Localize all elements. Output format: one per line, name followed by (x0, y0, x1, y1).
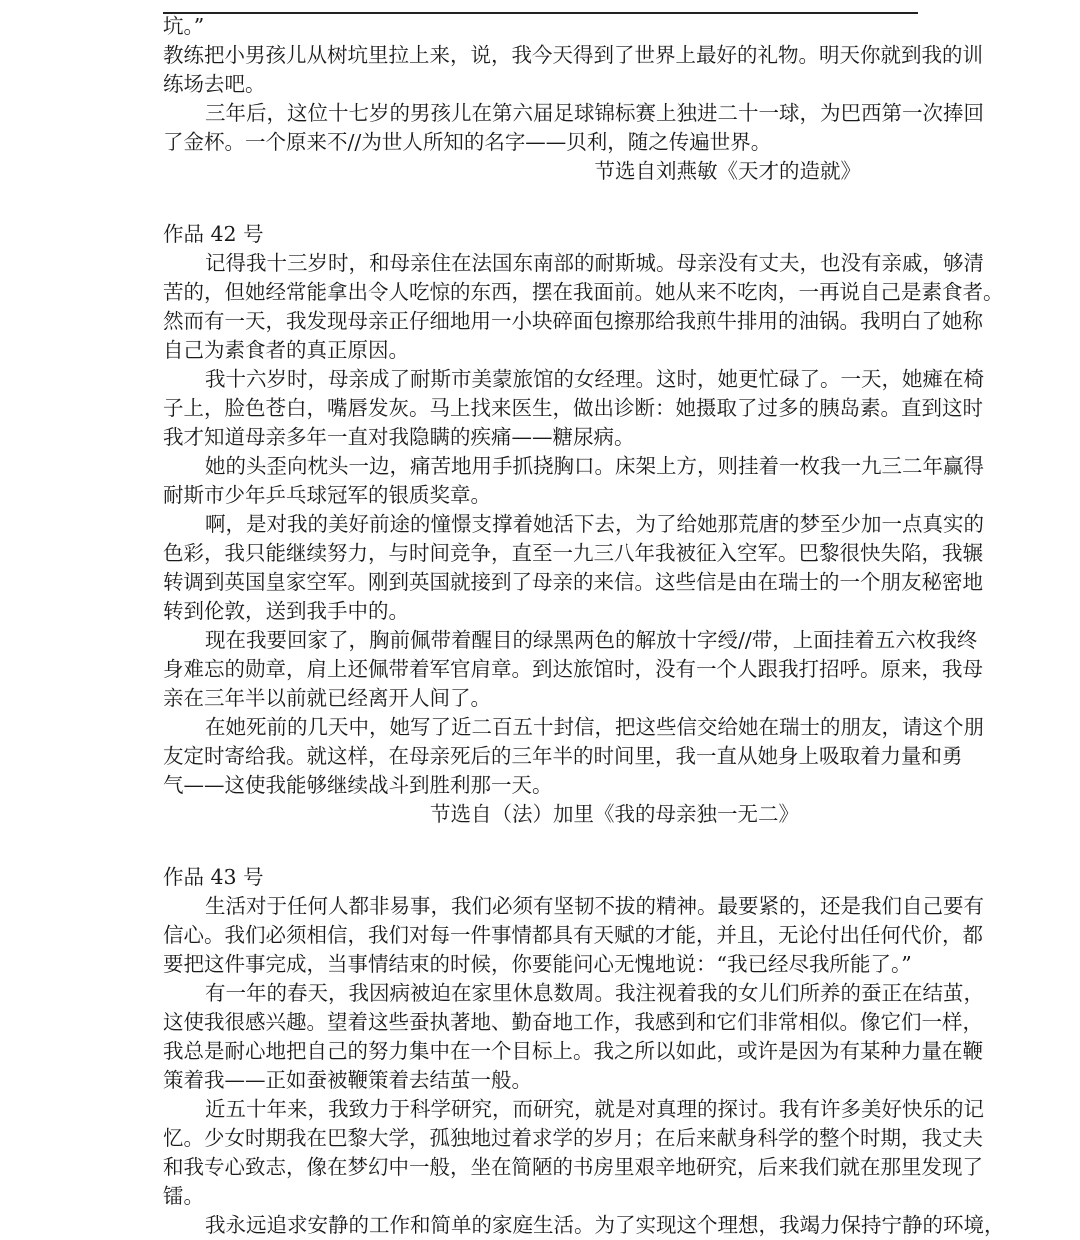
passage-42 (163, 220, 1004, 829)
paragraph-line: 亲在三年半以前就已经离开人间了。 (163, 686, 491, 710)
paragraph-line: 忆。少女时期我在巴黎大学，孤独地过着求学的岁月；在后来献身科学的整个时期，我丈夫 (163, 1126, 983, 1150)
paragraph-line: 了金杯。一个原来不//为世人所知的名字——贝利，随之传遍世界。 (163, 130, 772, 154)
paragraph-line: 自己为素食者的真正原因。 (163, 338, 409, 362)
paragraph-line: 坑。” (163, 14, 205, 38)
paragraph-line: 近五十年来，我致力于科学研究，而研究，就是对真理的探讨。我有许多美好快乐的记 (205, 1097, 984, 1121)
paragraph-line: 信心。我们必须相信，我们对每一件事情都具有天赋的才能，并且，无论付出任何代价，都 (163, 923, 983, 947)
paragraph-line: 耐斯市少年乒乓球冠军的银质奖章。 (163, 483, 491, 507)
paragraph-line: 和我专心致志，像在梦幻中一般，坐在简陋的书房里艰辛地研究，后来我们就在那里发现了 (163, 1155, 983, 1179)
paragraph-line: 镭。 (163, 1184, 204, 1208)
paragraph-line: 我才知道母亲多年一直对我隐瞒的疾痛——糖尿病。 (163, 425, 635, 449)
paragraph-line: 我总是耐心地把自己的努力集中在一个目标上。我之所以如此，或许是因为有某种力量在鞭 (163, 1039, 983, 1063)
paragraph-line: 练场去吧。 (163, 72, 266, 96)
paragraph-line: 气——这使我能够继续战斗到胜利那一天。 (163, 773, 553, 797)
passage-title: 作品 42 号 (163, 222, 264, 246)
paragraph-line: 她的头歪向枕头一边，痛苦地用手抓挠胸口。床架上方，则挂着一枚我一九三二年赢得 (205, 454, 984, 478)
paragraph-line: 策着我——正如蚕被鞭策着去结茧一般。 (163, 1068, 532, 1092)
paragraph-line: 友定时寄给我。就这样，在母亲死后的三年半的时间里，我一直从她身上吸取着力量和勇 (163, 744, 963, 768)
passage-41-ending (163, 12, 984, 186)
source-citation: 节选自（法）加里《我的母亲独一无二》 (430, 802, 799, 826)
passage-title: 作品 43 号 (163, 865, 264, 889)
paragraph-line: 这使我很感兴趣。望着这些蚕执著地、勤奋地工作，我感到和它们非常相似。像它们一样， (163, 1010, 983, 1034)
document-page (163, 12, 1005, 1240)
paragraph-line: 转调到英国皇家空军。刚到英国就接到了母亲的来信。这些信是由在瑞士的一个朋友秘密地 (163, 570, 983, 594)
paragraph-line: 色彩，我只能继续努力，与时间竞争，直至一九三八年我被征入空军。巴黎很快失陷，我辗 (163, 541, 983, 565)
paragraph-line: 现在我要回家了，胸前佩带着醒目的绿黑两色的解放十字绶//带，上面挂着五六枚我终 (205, 628, 978, 652)
paragraph-line: 有一年的春天，我因病被迫在家里休息数周。我注视着我的女儿们所养的蚕正在结茧， (205, 981, 984, 1005)
paragraph-line: 转到伦敦，送到我手中的。 (163, 599, 409, 623)
paragraph-line: 啊，是对我的美好前途的憧憬支撑着她活下去，为了给她那荒唐的梦至少加一点真实的 (205, 512, 984, 536)
paragraph-line: 苦的，但她经常能拿出令人吃惊的东西，摆在我面前。她从来不吃肉，一再说自己是素食者。 (163, 280, 1004, 304)
source-citation: 节选自刘燕敏《天才的造就》 (594, 159, 861, 183)
paragraph-line: 我十六岁时，母亲成了耐斯市美蒙旅馆的女经理。这时，她更忙碌了。一天，她瘫在椅 (205, 367, 984, 391)
paragraph-line: 要把这件事完成，当事情结束的时候，你要能问心无愧地说：“我已经尽我所能了。” (163, 952, 912, 976)
paragraph-line: 三年后，这位十七岁的男孩儿在第六届足球锦标赛上独进二十一球，为巴西第一次捧回 (205, 101, 984, 125)
paragraph-line: 身难忘的勋章，肩上还佩带着军官肩章。到达旅馆时，没有一个人跟我打招呼。原来，我母 (163, 657, 983, 681)
passage-43 (163, 863, 1005, 1240)
paragraph-line: 然而有一天，我发现母亲正仔细地用一小块碎面包擦那给我煎牛排用的油锅。我明白了她称 (163, 309, 983, 333)
paragraph-line: 子上，脸色苍白，嘴唇发灰。马上找来医生，做出诊断：她摄取了过多的胰岛素。直到这时 (163, 396, 983, 420)
paragraph-line: 记得我十三岁时，和母亲住在法国东南部的耐斯城。母亲没有丈夫，也没有亲戚，够清 (205, 251, 984, 275)
paragraph-line: 我永远追求安静的工作和简单的家庭生活。为了实现这个理想，我竭力保持宁静的环境， (205, 1213, 1005, 1237)
paragraph-line: 教练把小男孩儿从树坑里拉上来，说，我今天得到了世界上最好的礼物。明天你就到我的训 (163, 43, 983, 67)
paragraph-line: 在她死前的几天中，她写了近二百五十封信，把这些信交给她在瑞士的朋友，请这个朋 (205, 715, 984, 739)
paragraph-line: 生活对于任何人都非易事，我们必须有坚韧不拔的精神。最要紧的，还是我们自己要有 (205, 894, 984, 918)
